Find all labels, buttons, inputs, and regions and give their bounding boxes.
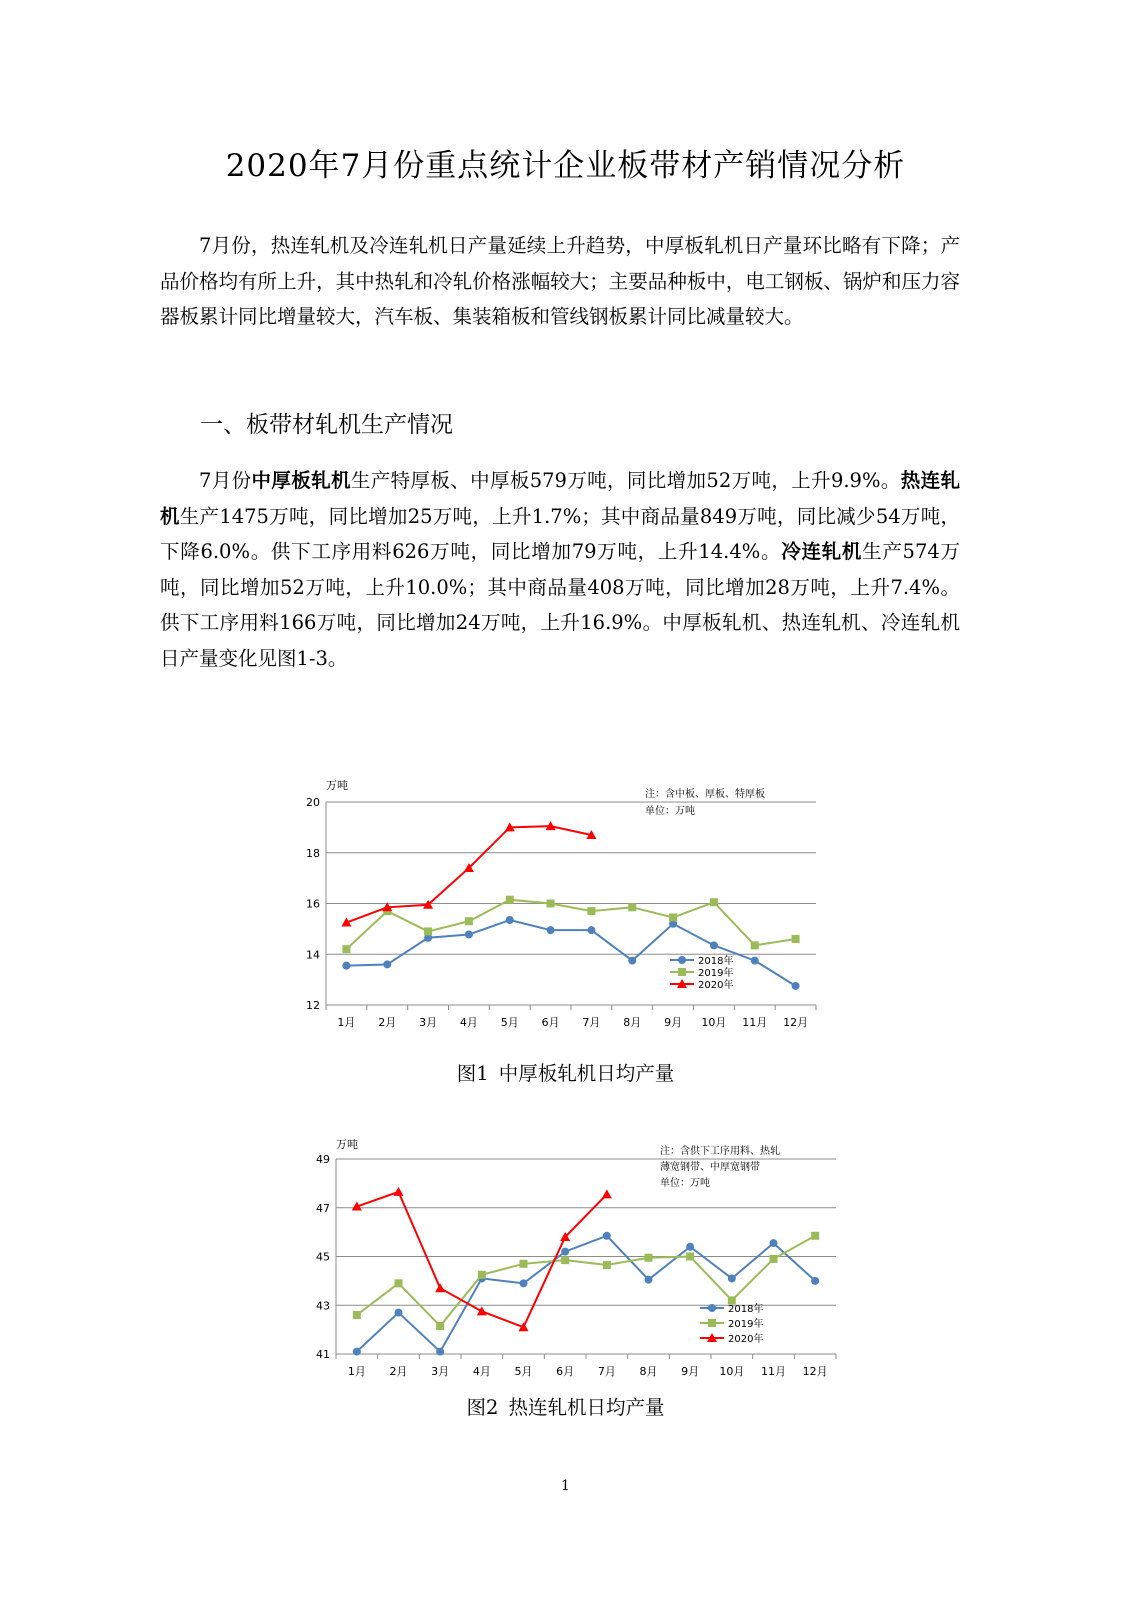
data-point (342, 962, 350, 970)
unit-label: 万吨 (326, 779, 348, 792)
data-point (645, 1254, 653, 1262)
x-tick-label: 1月 (337, 1016, 356, 1029)
legend-marker (708, 1319, 716, 1327)
series-line-2020年 (346, 826, 591, 922)
figure1-caption (0, 1058, 1131, 1086)
data-point (645, 1276, 653, 1284)
legend-marker (678, 956, 686, 964)
x-tick-label: 6月 (541, 1016, 560, 1029)
x-tick-label: 1月 (347, 1365, 366, 1378)
x-tick-label: 5月 (514, 1365, 533, 1378)
data-point (728, 1274, 736, 1282)
term-hot-strip-mill: 热连轧机 (160, 469, 960, 528)
x-tick-label: 10月 (719, 1365, 745, 1378)
x-tick-label: 4月 (459, 1016, 478, 1029)
chart-note: 单位：万吨 (660, 1178, 710, 1189)
data-point (751, 957, 759, 965)
term-plate-mill: 中厚板轧机 (251, 469, 351, 492)
data-point (547, 926, 555, 934)
legend-label: 2019年 (728, 1319, 764, 1330)
x-tick-label: 2月 (389, 1365, 408, 1378)
chart2-svg (290, 1138, 850, 1388)
x-tick-label: 9月 (664, 1016, 683, 1029)
x-tick-label: 4月 (472, 1365, 491, 1378)
chart-note: 薄宽钢带、中厚宽钢带 (660, 1162, 760, 1173)
y-tick-label: 12 (306, 999, 320, 1012)
x-tick-label: 7月 (597, 1365, 616, 1378)
text-hot-strip-mill: 生产1475万吨，同比增加25万吨，上升1.7%；其中商品量849万吨，同比减少54万吨，下降6.0%。供下工序用料626万吨，同比增加79万吨，上升14.4%。 (160, 504, 960, 563)
data-point (383, 960, 391, 968)
x-tick-label: 3月 (419, 1016, 438, 1029)
data-point (728, 1296, 736, 1304)
data-point (353, 1348, 361, 1356)
data-point (395, 1309, 403, 1317)
section-heading: 一、板带材轧机生产情况 (200, 412, 453, 438)
y-tick-label: 47 (316, 1201, 330, 1215)
y-tick-label: 20 (306, 796, 320, 809)
chart-plate-mill-daily-output (290, 775, 840, 1040)
data-point (686, 1253, 694, 1261)
figure2-number: 图2 (466, 1396, 499, 1419)
data-point (436, 1348, 444, 1356)
x-tick-label: 9月 (681, 1365, 700, 1378)
data-point (710, 941, 718, 949)
y-tick-label: 49 (316, 1153, 330, 1166)
text-7month: 7月份 (199, 469, 252, 492)
series-line-2019年 (346, 900, 795, 949)
data-point (710, 898, 718, 906)
data-point (395, 1279, 403, 1287)
data-point (587, 907, 595, 915)
data-point (435, 1283, 445, 1292)
data-point (547, 900, 555, 908)
term-cold-strip-mill: 冷连轧机 (781, 540, 863, 563)
data-point (603, 1232, 611, 1240)
figure2-caption (0, 1392, 1131, 1420)
text-cold-strip-mill: 生产574万吨，同比增加52万吨，上升10.0%；其中商品量408万吨，同比增加28万吨，上升7.4%。供下工序用料166万吨，同比增加24万吨，上升16.9%。中厚板轧机、热连轧机、冷连轧机日产量变化见图1-3。 (160, 540, 960, 670)
data-point (561, 1256, 569, 1264)
figure2-title: 热连轧机日均产量 (508, 1396, 665, 1419)
x-tick-label: 8月 (639, 1365, 658, 1378)
x-tick-label: 5月 (500, 1016, 519, 1029)
data-point (751, 941, 759, 949)
legend-marker (708, 1304, 716, 1312)
page-number: 1 (561, 1478, 570, 1494)
x-tick-label: 8月 (623, 1016, 642, 1029)
data-point (603, 1261, 611, 1269)
chart-note: 注：含供下工序用料、热轧 (660, 1146, 780, 1157)
text-plate-mill: 生产特厚板、中厚板579万吨，同比增加52万吨，上升9.9%。 (350, 469, 901, 492)
data-point (587, 926, 595, 934)
x-tick-label: 11月 (742, 1016, 768, 1029)
legend-label: 2019年 (698, 968, 734, 979)
y-tick-label: 18 (306, 846, 320, 860)
y-tick-label: 14 (306, 948, 320, 962)
x-tick-label: 6月 (556, 1365, 575, 1378)
y-tick-label: 41 (316, 1348, 330, 1361)
chart-note: 注：含中板、厚板、特厚板 (645, 789, 765, 800)
page-title: 2020年7月份重点统计企业板带材产销情况分析 (225, 148, 906, 184)
section-paragraph (160, 463, 960, 676)
x-tick-label: 3月 (431, 1365, 450, 1378)
data-point (394, 1187, 404, 1196)
data-point (561, 1248, 569, 1256)
data-point (342, 945, 350, 953)
data-point (520, 1279, 528, 1287)
data-point (506, 896, 514, 904)
data-point (792, 935, 800, 943)
legend-label: 2018年 (698, 956, 734, 967)
legend-marker (678, 968, 686, 976)
data-point (353, 1311, 361, 1319)
data-point (465, 930, 473, 938)
x-tick-label: 12月 (802, 1365, 828, 1378)
data-point (628, 903, 636, 911)
data-point (477, 1306, 487, 1315)
chart1-svg (290, 775, 840, 1040)
unit-label: 万吨 (336, 1138, 358, 1151)
data-point (602, 1189, 612, 1198)
y-tick-label: 16 (306, 897, 320, 911)
data-point (506, 916, 514, 924)
chart-hot-strip-mill-daily-output (290, 1138, 850, 1388)
data-point (686, 1243, 694, 1251)
data-point (770, 1239, 778, 1247)
data-point (628, 957, 636, 965)
x-tick-label: 12月 (783, 1016, 809, 1029)
intro-paragraph: 7月份，热连轧机及冷连轧机日产量延续上升趋势，中厚板轧机日产量环比略有下降；产品价格均有所上升，其中热轧和冷轧价格涨幅较大；主要品种板中，电工钢板、锅炉和压力容器板累计同比增量较大，汽车板、集装箱板和管线钢板累计同比减量较大。 (160, 234, 960, 328)
figure1-number: 图1 (456, 1062, 489, 1085)
x-tick-label: 7月 (582, 1016, 601, 1029)
legend-label: 2020年 (728, 1334, 764, 1345)
x-tick-label: 2月 (378, 1016, 397, 1029)
x-tick-label: 10月 (701, 1016, 727, 1029)
legend-label: 2018年 (728, 1304, 764, 1315)
figure1-title: 中厚板轧机日均产量 (498, 1062, 675, 1085)
data-point (465, 917, 473, 925)
y-tick-label: 43 (316, 1299, 330, 1313)
data-point (669, 913, 677, 921)
data-point (811, 1277, 819, 1285)
data-point (811, 1232, 819, 1240)
data-point (424, 927, 432, 935)
data-point (436, 1322, 444, 1330)
x-tick-label: 11月 (761, 1365, 786, 1378)
data-point (520, 1260, 528, 1268)
data-point (770, 1255, 778, 1263)
y-tick-label: 45 (316, 1250, 330, 1264)
legend-label: 2020年 (698, 980, 734, 991)
data-point (478, 1271, 486, 1279)
data-point (792, 982, 800, 990)
chart-note: 单位：万吨 (645, 806, 695, 817)
